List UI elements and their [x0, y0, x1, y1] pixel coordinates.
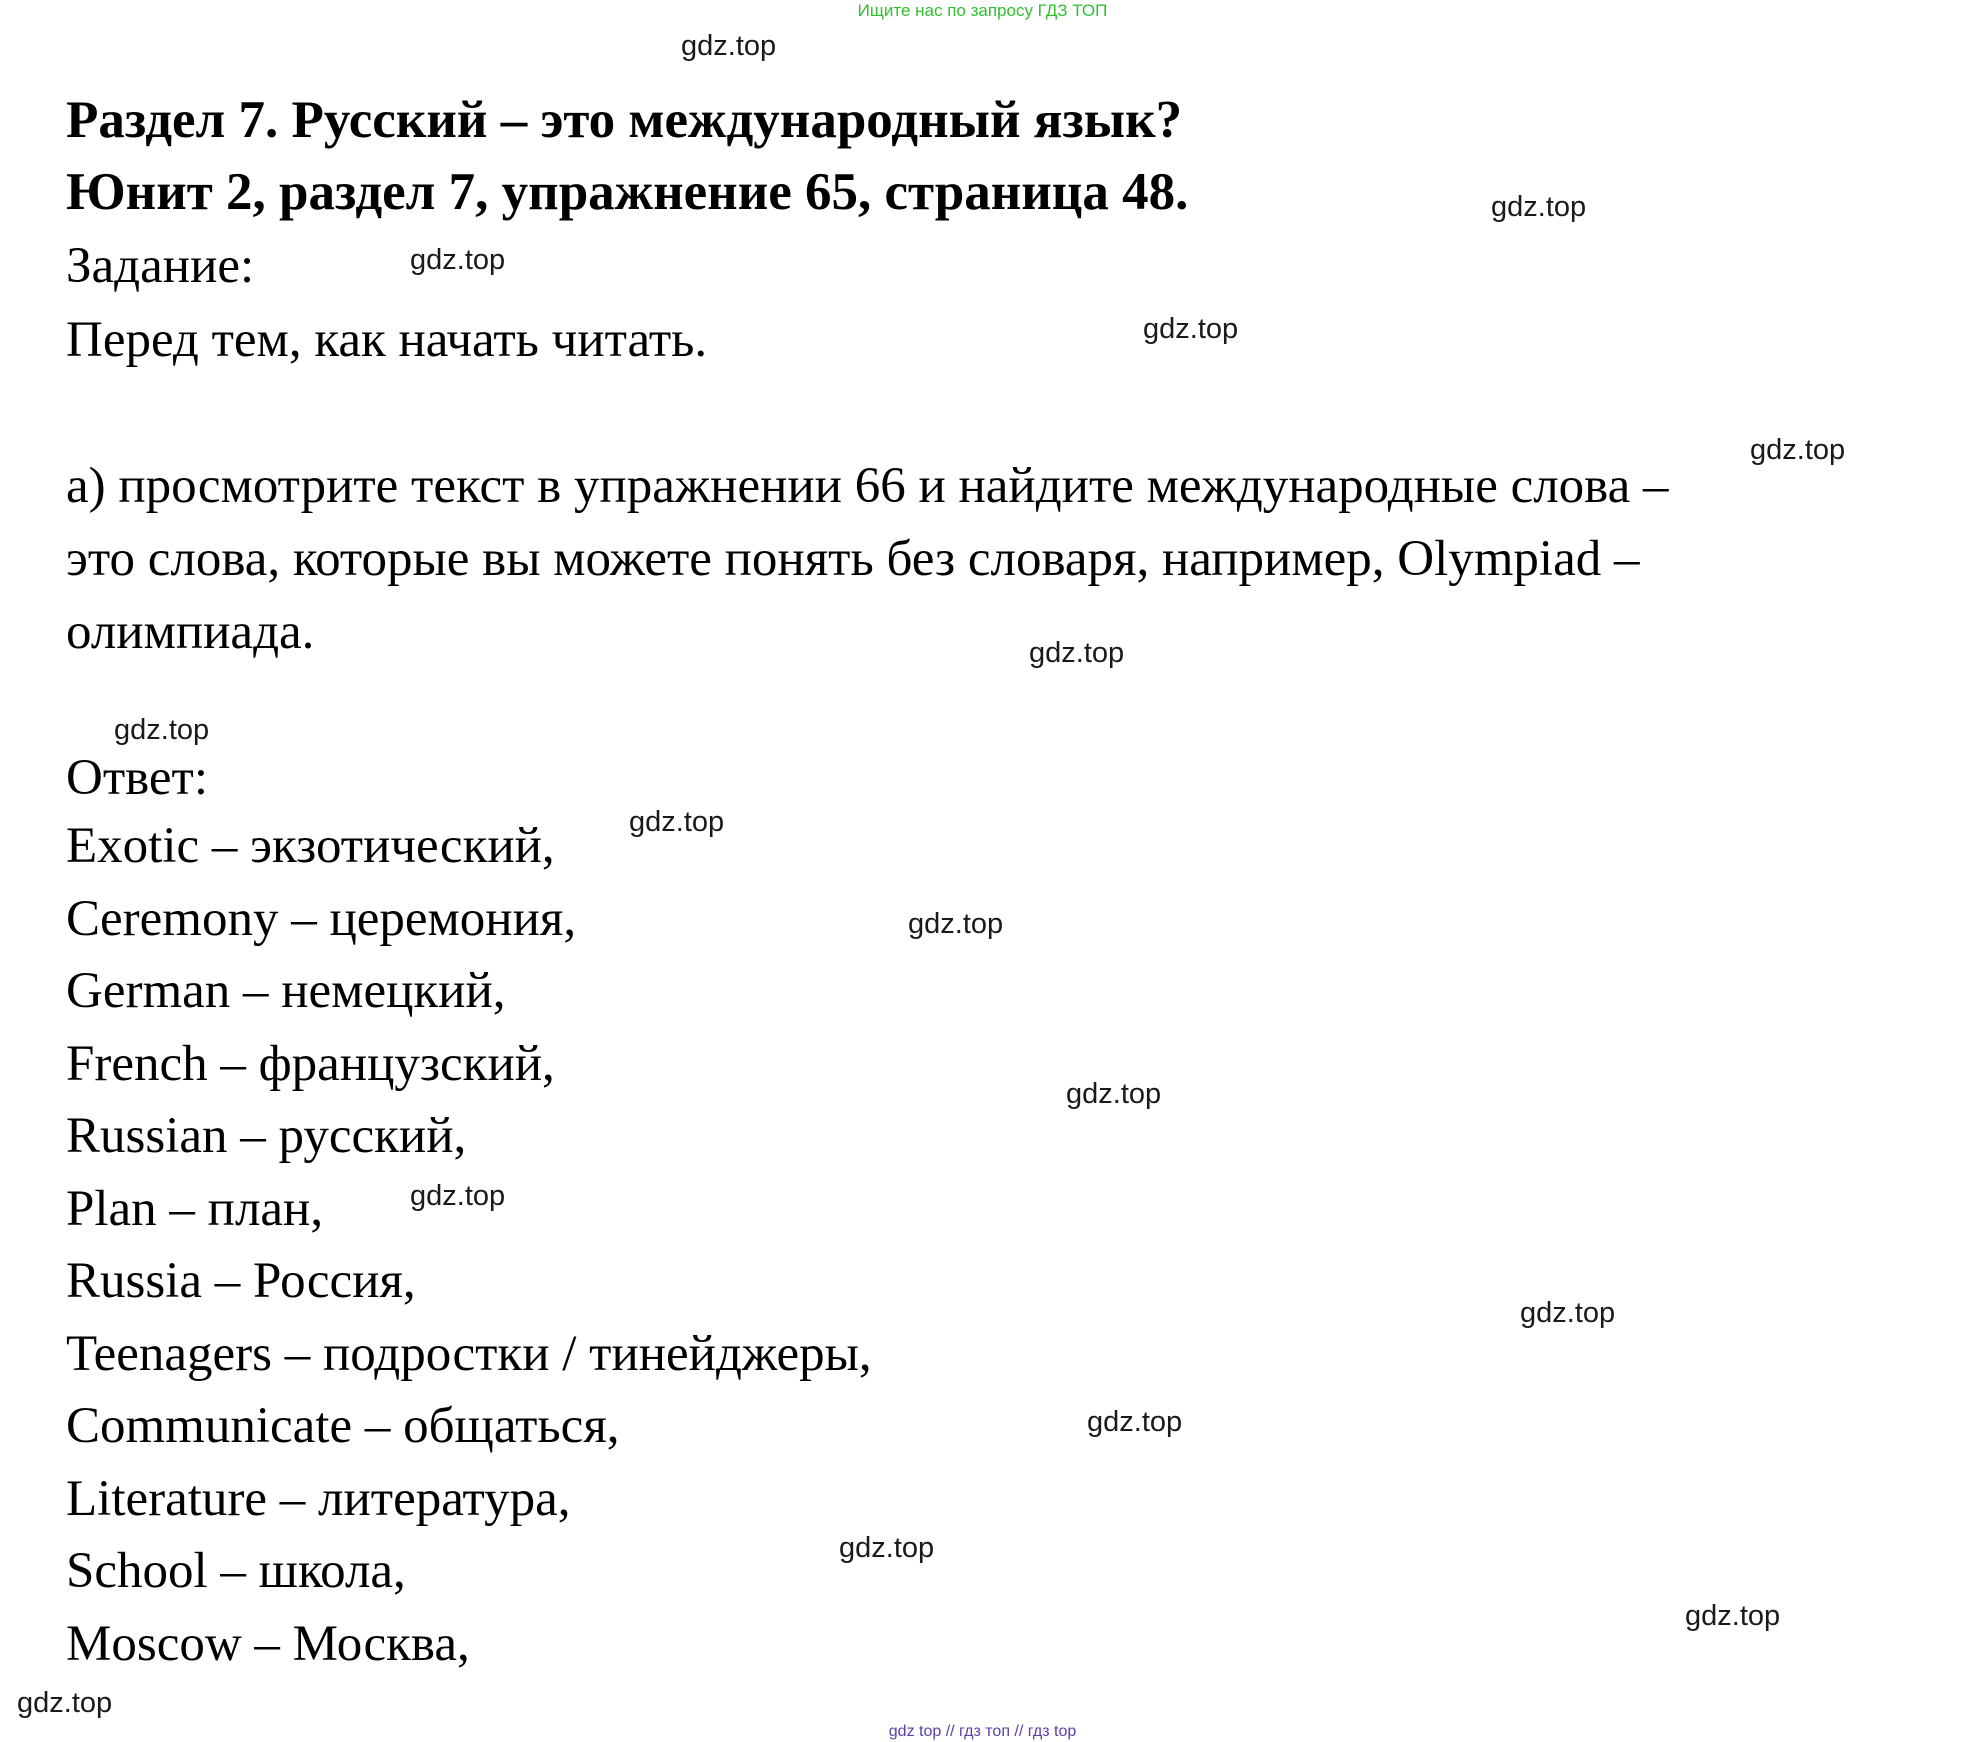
watermark: gdz.top	[1066, 1078, 1162, 1110]
watermark: gdz.top	[1143, 313, 1239, 345]
section-title: Раздел 7. Русский – это международный язык?	[66, 91, 1183, 149]
watermark: gdz.top	[410, 244, 506, 276]
answer-item: Plan – план,	[66, 1180, 324, 1237]
exercise-title: Юнит 2, раздел 7, упражнение 65, страница 48.	[66, 163, 1189, 221]
watermark: gdz.top	[1087, 1406, 1183, 1438]
watermark: gdz.top	[681, 30, 777, 62]
footer-watermark: gdz top // гдз топ // гдз top	[888, 1723, 1077, 1740]
task-label: Задание:	[66, 238, 255, 294]
task-text-line: это слова, которые вы можете понять без словаря, например, Olympiad –	[66, 531, 1640, 587]
watermark: gdz.top	[1685, 1600, 1781, 1632]
watermark: gdz.top	[1520, 1297, 1616, 1329]
watermark: gdz.top	[629, 806, 725, 838]
watermark: gdz.top	[839, 1532, 935, 1564]
answer-item: Communicate – общаться,	[66, 1398, 620, 1454]
watermark: gdz.top	[114, 714, 210, 746]
answer-item: French – французский,	[66, 1035, 555, 1092]
answer-item: Moscow – Москва,	[66, 1615, 470, 1672]
answer-item: Teenagers – подростки / тинейджеры,	[66, 1325, 872, 1382]
answer-item: Exotic – экзотический,	[66, 818, 555, 874]
watermark: gdz.top	[1029, 637, 1125, 669]
answer-item: Russian – русский,	[66, 1108, 467, 1164]
answer-item: Ceremony – церемония,	[66, 890, 577, 947]
task-text-line: олимпиада.	[66, 604, 315, 660]
answer-item: Russia – Россия,	[66, 1253, 416, 1309]
answer-list	[66, 810, 872, 1680]
answer-item: German – немецкий,	[66, 963, 506, 1019]
watermark: gdz.top	[410, 1180, 506, 1212]
answer-item: School – школа,	[66, 1543, 406, 1599]
watermark: gdz.top	[17, 1687, 113, 1719]
task-text-line: а) просмотрите текст в упражнении 66 и найдите международные слова –	[66, 458, 1669, 514]
watermark: gdz.top	[1750, 434, 1846, 466]
task-intro: Перед тем, как начать читать.	[66, 312, 708, 368]
answer-label: Ответ:	[66, 750, 208, 806]
watermark: gdz.top	[1491, 191, 1587, 223]
answer-item: Literature – литература,	[66, 1470, 571, 1527]
top-banner: Ищите нас по запросу ГДЗ ТОП	[857, 1, 1108, 20]
watermark: gdz.top	[908, 908, 1004, 940]
